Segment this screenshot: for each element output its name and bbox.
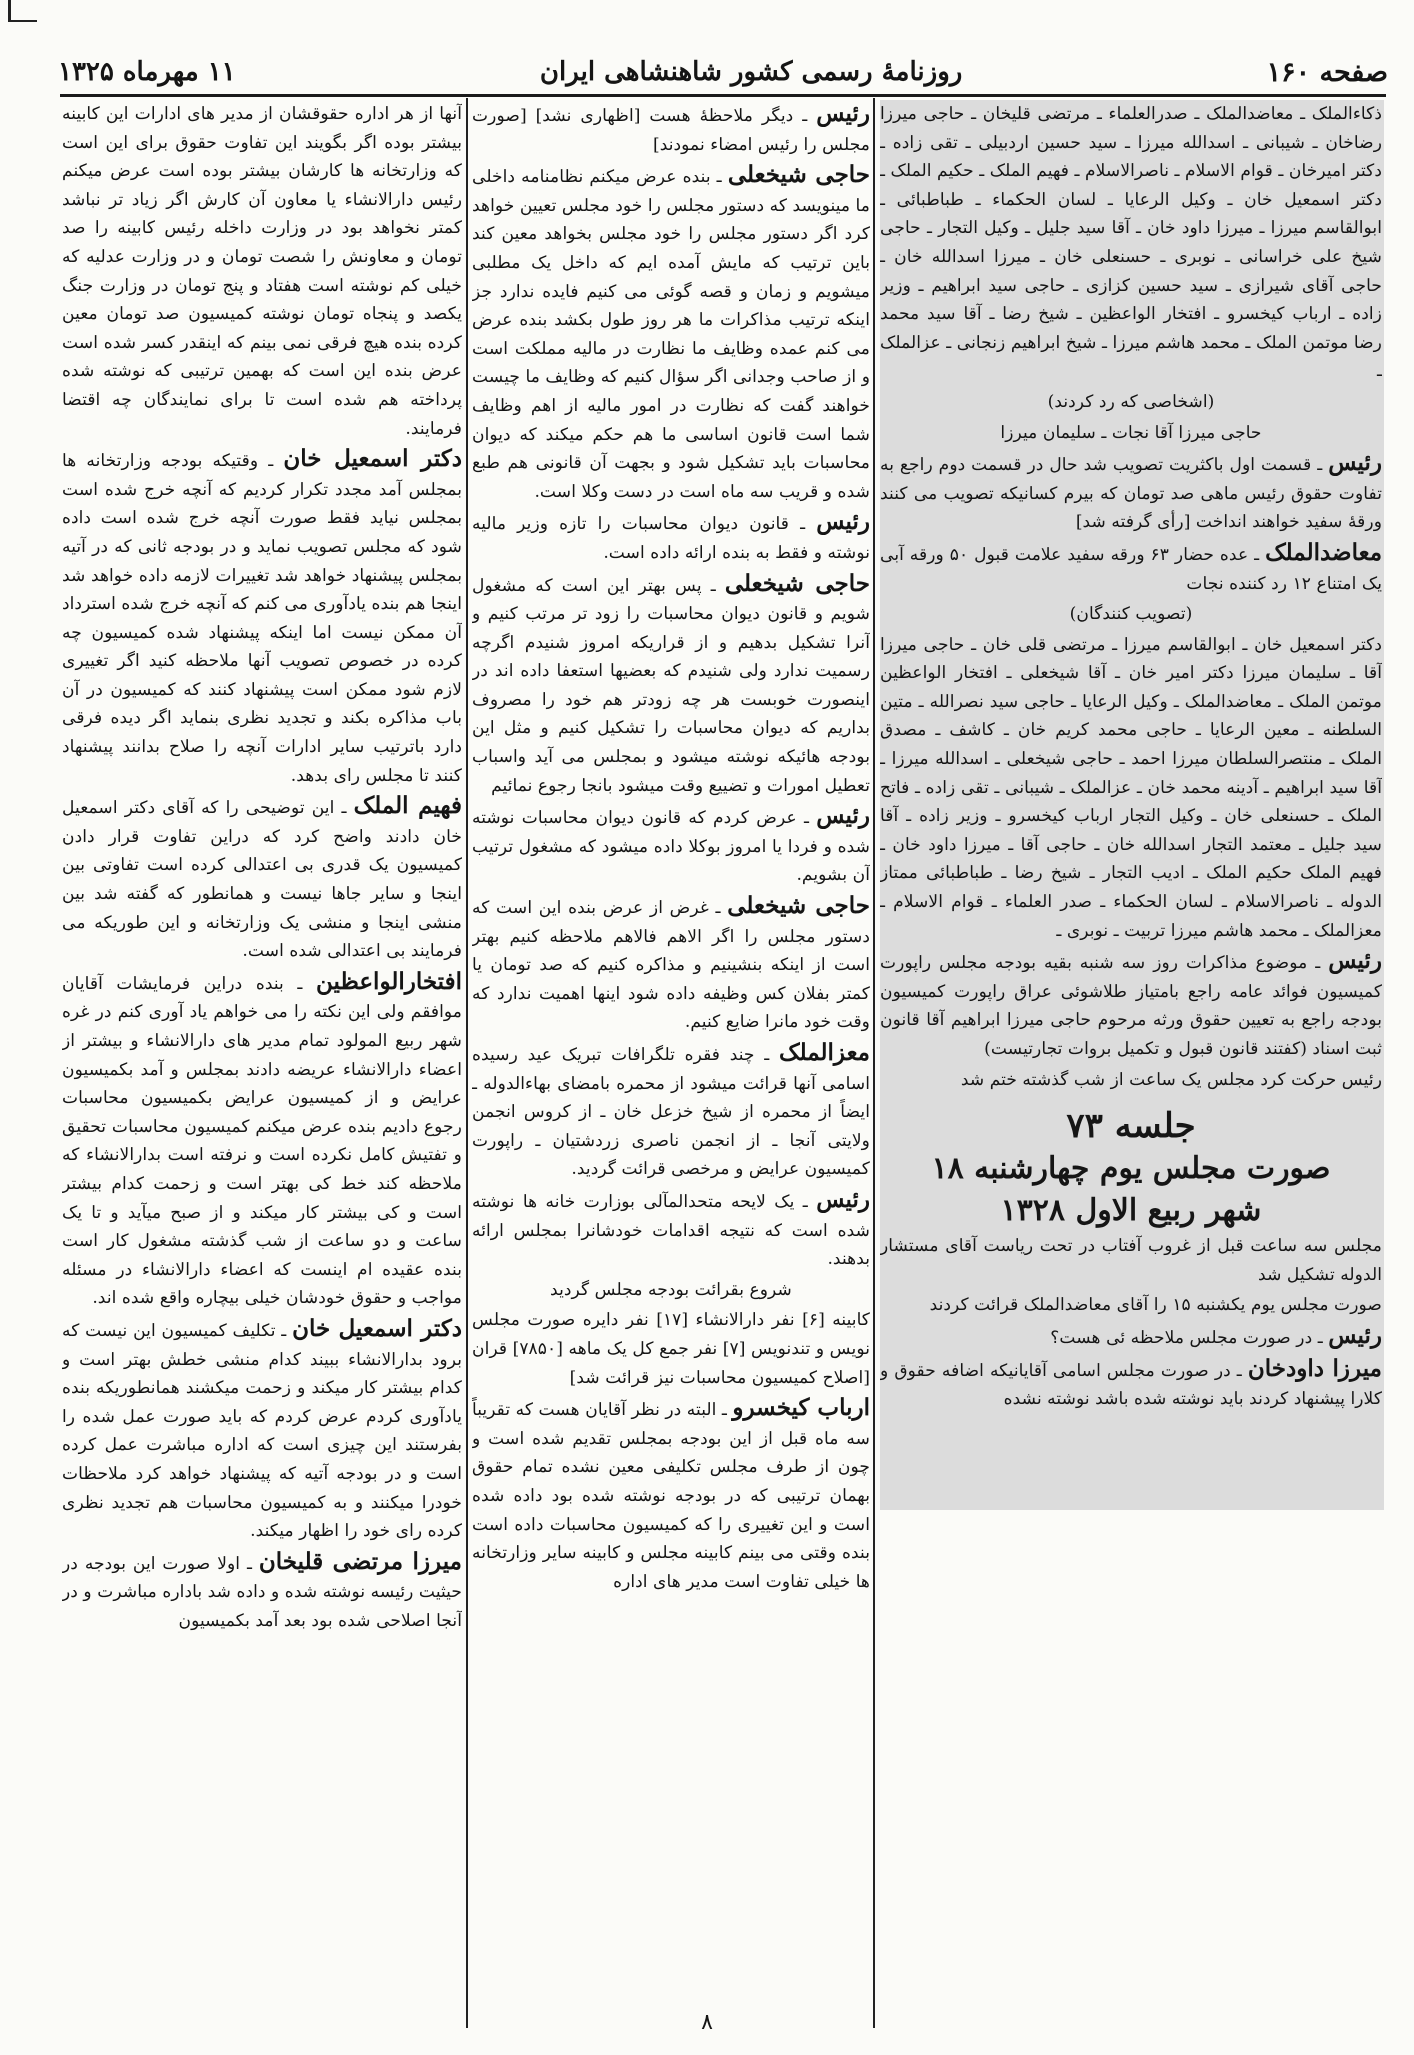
speech-text: ـ پس بهتر این است که مشغول شویم و قانون دیوان محاسبات را زود تر مرتب کنیم و آنرا تشکیل بدهیم و از قراریکه امروز شنیدم اگرچه رسمیت ندارد ولی شنیدم که بعضیها استعفا داده اند در اینصورت خوبست هر چه زودتر هم خود را مصروف بداریم که دیوان محاسبات را تشکیل کنیم و مثل این بودجه هائیکه نوشته میشود و بمجلس می آید واسباب تعطیل امورات و تضییع وقت میشود بانجا رجوع نمائیم bbox=[472, 575, 870, 796]
speaker-name: ارباب کیخسرو bbox=[732, 1394, 870, 1422]
paragraph bbox=[62, 1548, 462, 1636]
speech-text: ـ چند فقره تلگرافات تبریک عید رسیده اسامی آنها قرائت میشود از محمره بامضای بهاءالدوله ـ ایضاً از محمره از شیخ خزعل خان ـ از کروس انجمن ولایتی آنجا ـ از انجمن ناصری زردشتیان ـ راپورت کمیسیون عرایض و مرخصی قرائت گردید. bbox=[472, 1045, 870, 1180]
header-page-number: صفحه ۱۶۰ bbox=[1266, 56, 1388, 88]
paragraph bbox=[62, 445, 462, 790]
speaker-name: رئیس bbox=[816, 100, 870, 127]
speaker-name: میرزا داودخان bbox=[1247, 1354, 1382, 1382]
speaker-name: حاجی شیخعلی bbox=[727, 161, 870, 189]
speaker-name: معاضدالملک bbox=[1265, 538, 1382, 566]
speaker-name: رئیس bbox=[816, 508, 870, 536]
paragraph bbox=[472, 100, 870, 159]
speech-text: ـ موضوع مذاکرات روز سه شنبه بقیه بودجه مجلس راپورت کمیسیون فوائد عامه راجع بامتیاز طلاشوئی عراق راپورت کمیسیون بودجه راجع به تعیین حقوق ورثه مرحوم حاجی میرزا ابراهیم آقا قانون ثبت اسناد (کفتند قانون قبول و تکمیل بروات تجارتیست) bbox=[880, 953, 1382, 1059]
speech-text: ـ قانون دیوان محاسبات را تازه وزیر مالیه نوشته و فقط به بنده ارائه داده است. bbox=[472, 514, 870, 563]
corner-mark bbox=[8, 0, 37, 22]
speech-text: ـ قسمت اول باکثریت تصویب شد حال در قسمت دوم راجع به تفاوت حقوق رئیس ماهی صد تومان که بیرم کسانیکه تصویب می کنند ورقهٔ سفید خواهند انداخت [رأی گرفته شد] bbox=[880, 455, 1382, 533]
speech-text: ـ بنده دراین فرمایشات آقایان موافقم ولی این نکته را می خواهم یاد آوری کنم در غره شهر ربیع المولود تمام مدیر های دارالانشاء و بیشتر از اعضاء دارالانشاء عریضه دادند بمجلس و آمد بکمیسیون عرایض و از کمیسیون عرایض بکمیسیون محاسبات رجوع دادیم بنده عرض میکنم کمیسیون محاسبات تحقیق و تفتیش کامل نکرده است و نرفته است بدارالانشاء که ملاحظه کند خط کی بهتر است و زحمت کدام بیشتر است و کی بیشتر کار میکند و از صبح میآید و تا یک ساعت و دو ساعت از شب گذشته مشغول کار است بنده عقیده ام اینست که اعضاء دارالانشاء در مسئله مواجب و حقوق خودشان خیلی بیچاره واقع شده اند. bbox=[62, 973, 462, 1309]
paragraph bbox=[880, 947, 1382, 1063]
paragraph bbox=[880, 449, 1382, 537]
paragraph bbox=[880, 1355, 1382, 1414]
paragraph bbox=[62, 968, 462, 1313]
approvers-title: (تصویب کنندگان) bbox=[1069, 604, 1193, 625]
paragraph bbox=[472, 1039, 870, 1184]
speaker-name: دکتر اسمعیل خان bbox=[292, 1314, 462, 1342]
header-date: ۱۱ مهرماه ۱۳۲۵ bbox=[58, 57, 236, 87]
column-right bbox=[880, 100, 1382, 2055]
speaker-name: رئیس bbox=[1328, 947, 1382, 975]
speech-text: ـ در صورت مجلس ملاحظه ئی هست؟ bbox=[1050, 1327, 1323, 1348]
speech-text: ـ بنده عرض میکنم نظامنامه داخلی ما مینویسد که دستور مجلس را خود مجلس تعیین خواهد کرد اگر دستور مجلس را خود مجلس بخواهد معین کند باین ترتیب که مایش آمده ایم که داخل یک مطلبی میشویم و زمان و قصه گوئی می کنیم فایده ندارد جز اینکه ترتیب مذاکرات ما هر روز طول بکشد بنده عرض می کنم عمده وظایف ما نظارت در مالیه مملکت است و از صاحب وجدانی اگر سؤال کنیم که وظایف ما چیست خواهند گفت که نظارت در امور مالیه از اهم وظایف شما است قانون اساسی ما هم حکم میکند که دیوان محاسبات باید تشکیل شود و بجهت آن قانونی هم طبع شده و قریب سه ماه است در دست وکلا است. bbox=[472, 167, 870, 502]
paragraph bbox=[880, 539, 1382, 598]
speaker-name: حاجی شیخعلی bbox=[727, 892, 870, 920]
speech-text: ـ عرض کردم که قانون دیوان محاسبات نوشته شده و فردا یا امروز بوکلا داده میشود که مشغول ترتیب آن بشویم. bbox=[472, 808, 870, 886]
page-header bbox=[58, 52, 1388, 92]
paragraph bbox=[62, 792, 462, 966]
column-middle bbox=[472, 100, 870, 2055]
paragraph bbox=[880, 1322, 1382, 1353]
speaker-name: دکتر اسمعیل خان bbox=[283, 445, 462, 473]
closing-text: رئیس حرکت کرد مجلس یک ساعت از شب گذشته ختم شد bbox=[960, 1069, 1382, 1090]
rejecters-title: (اشخاصی که رد کردند) bbox=[1047, 391, 1215, 412]
speech-text: ـ تکلیف کمیسیون این نیست که برود بدارالانشاء ببیند کدام منشی خطش بهتر است و کدام بیشتر کار میکند و زحمت میکشند همانطوریکه بنده یادآوری کردم عرض کردم که باید صورت عمل شده را بفرستند این چیزی است که اداره مباشرت عمل کرده است و در بودجه آتیه که پیشنهاد خواهد کرد ملاحظات خودرا میکنند و به کمیسیون محاسبات هم تجدید نظری کرده رای خود را اظهار میکند. bbox=[62, 1320, 462, 1542]
paragraph bbox=[62, 1315, 462, 1546]
paragraph bbox=[472, 161, 870, 506]
speech-text: ـ در صورت مجلس اسامی آقایانیکه اضافه حقوق و کلارا پیشنهاد کردند باید نوشته شده باشد نوشته نشده bbox=[880, 1360, 1382, 1410]
speech-text: ـ اولا صورت این بودجه در حیثیت رئیسه نوشته شده و داده شد باداره مباشرت و در آنجا اصلاحی شده بود بعد آمد بکمیسیون bbox=[62, 1553, 462, 1631]
column-left bbox=[62, 100, 462, 2055]
speaker-name: فهیم الملک bbox=[353, 792, 462, 820]
paragraph: صورت مجلس یوم یکشنبه ۱۵ را آقای معاضدالملک قرائت کردند bbox=[929, 1295, 1382, 1316]
speech-text: ـ یک لایحه متحدالمآلی بوزارت خانه ها نوشته شده است که نتیجه اقدامات خودشانرا بمجلس ارائه بدهند. bbox=[472, 1191, 870, 1270]
paragraph bbox=[472, 1186, 870, 1274]
paragraph bbox=[472, 1394, 870, 1596]
column-divider-left bbox=[466, 98, 468, 2028]
speech-text: ـ وقتیکه بودجه وزارتخانه ها بمجلس آمد مجدد تکرار کردیم که آنچه خرج شده است بمجلس نیاید فقط صورت آنچه خرج شده است داده شود که مجلس تصویب نماید و در بودجه ثانی که در آتیه بمجلس پیشنهاد خواهد شد تغییرات لازمه داده خواهد شد اینجا هم بنده یادآوری می کنم که آنچه خرج شده استرداد آن ممکن نیست اما اینکه پیشنهاد شده کمیسیون چه کرده در خصوص تصویب آنها ملاحظه کنید اگر تغییری لازم شود ممکن است پیشنهاد کنند که کمیسیون در آن باب مذاکره بکند و تجدید نظری بنماید اگر دیده فرقی دارد باترتیب سایر ادارات آنچه را صلاح بدانند پیشنهاد کنند تا مجلس رای بدهد. bbox=[62, 451, 462, 786]
paragraph: مجلس سه ساعت قبل از غروب آفتاب در تحت ریاست آقای مستشار الدوله تشکیل شد bbox=[880, 1236, 1382, 1285]
speaker-name: رئیس bbox=[816, 802, 870, 830]
footer-page-number: ۸ bbox=[701, 2010, 713, 2035]
voters-list: ذکاءالملک ـ معاضدالملک ـ صدرالعلماء ـ مرتضی قلیخان ـ حاجی میرزا رضاخان ـ شیبانی ـ اسدالله میرزا ـ سید حسین اردبیلی ـ تقی زاده ـ دکتر امیرخان ـ قوام الاسلام ـ ناصرالاسلام ـ فهیم الملک ـ حکیم الملک ـ دکتر اسمعیل خان ـ وکیل الرعایا ـ لسان الحکماء ـ طباطبائی ـ ابوالقاسم میرزا ـ میرزا داود خان ـ آقا سید جلیل ـ وکیل التجار ـ حاجی شیخ علی خراسانی ـ نوبری ـ حسنعلی خان ـ میرزا اسدالله خان ـ حاجی آقای شیرازی ـ سید حسین کزازی ـ حاجی سید ابراهیم ـ وزیر زاده ـ ارباب کیخسرو ـ افتخار الواعظین ـ شیخ رضا ـ آقا سید محمد رضا موتمن الملک ـ محمد هاشم میرزا ـ شیخ ابراهیم زنجانی ـ عزالملک ـ bbox=[880, 104, 1382, 382]
speaker-name: رئیس bbox=[1328, 1321, 1382, 1349]
column-divider-right bbox=[873, 98, 875, 2028]
paragraph bbox=[472, 508, 870, 567]
speech-text: ـ البته در نظر آقایان هست که تقریباً سه ماه قبل از این بودجه بمجلس تقدیم شده است و چون از طرف مجلس تکلیفی معین نشده تمام حقوق بهمان ترتیبی که در بودجه نوشته شده بود داده شده است و این تغییری را که کمیسیون محاسبات داده است بنده وقتی می بینم کابینه مجلس و کابینه سایر وزارتخانه ها خیلی تفاوت است مدیر های اداره bbox=[472, 1400, 870, 1592]
paragraph: آنها از هر اداره حقوقشان از مدیر های ادارات این کابینه بیشتر بوده اگر بگویند این تفاوت حقوق برای این است که وزارتخانه ها کارشان بیشتر بوده است عرض میکنم رئیس دارالانشاء یا معاون آن کارش اگر زیاد تر نباشد کمتر نخواهد بود در وزارت داخله رئیس کابینه را صد تومان و معاونش را شصت تومان و در وزارت عدلیه که خیلی کم نوشته است هفتاد و پنج تومان در وزارت جنگ یکصد و پنجاه تومان نوشته کمیسیون صد تومان معین کرده بنده هیچ فرقی نمی بینم که اینقدر کسر شده است عرض بنده این است که بهمین ترتیبی که نوشته شده پرداخته هم شده است تا برای نمایندگان چه اقتضا فرمایند. bbox=[62, 104, 462, 439]
header-title: روزنامهٔ رسمی کشور شاهنشاهی ایران bbox=[539, 57, 963, 87]
rejecters-list: حاجی میرزا آقا نجات ـ سلیمان میرزا bbox=[1000, 422, 1262, 443]
paragraph bbox=[472, 802, 870, 890]
paragraph bbox=[472, 892, 870, 1037]
speech-text: ـ غرض از عرض بنده این است که دستور مجلس را اگر الاهم فالاهم ملاحظه کنیم بهتر است از اینکه بنشینیم و مذاکره کنیم که صد تومان یا کمتر بفلان کس وظیفه داده شود اینها اهمیت ندارد که وقت خود مانرا ضایع کنیم. bbox=[472, 898, 870, 1033]
speaker-name: میرزا مرتضی قلیخان bbox=[258, 1547, 462, 1575]
speaker-name: رئیس bbox=[816, 1185, 870, 1213]
budget-items: کابینه [۶] نفر دارالانشاء [۱۷] نفر دایره صورت مجلس نویس و تندنویس [۷] نفر جمع کل یک ماهه [۷۸۵۰] قران [اصلاح کمیسیون محاسبات نیز قرائت شد] bbox=[472, 1310, 870, 1388]
approvers-list: دکتر اسمعیل خان ـ ابوالقاسم میرزا ـ مرتضی قلی خان ـ حاجی میرزا آقا ـ سلیمان میرزا دکتر امیر خان ـ آقا شیخعلی ـ افتخار الواعظین موتمن الملک ـ معاضدالملک ـ وکیل الرعایا ـ حاجی سید نصرالله ـ متین السلطنه ـ معین الرعایا ـ حاجی محمد کریم خان ـ کاشف ـ مصدق الملک ـ منتصرالسلطان میرزا احمد ـ حاجی شیخعلی ـ اسدالله میرزا ـ آقا سید ابراهیم ـ آدینه محمد خان ـ عزالملک ـ شیبانی ـ تقی زاده ـ فاتح الملک ـ حسنعلی خان ـ وکیل التجار ارباب کیخسرو ـ وزیر زاده ـ آقا سید جلیل ـ معتمد التجار اسدالله خان ـ حاجی آقا ـ میرزا داود خان ـ فهیم الملک حکیم الملک ـ ادیب التجار ـ شیخ رضا ـ طباطبائی ممتاز الدوله ـ ناصرالاسلام ـ لسان الحکماء ـ صدر العلماء ـ قوام الاسلام ـ معزالملک ـ محمد هاشم میرزا تربیت ـ نوبری ـ bbox=[880, 634, 1382, 941]
speech-text: ـ عده حضار ۶۳ ورقه سفید علامت قبول ۵۰ ورقه آبی یک امتناع ۱۲ رد کننده نجات bbox=[880, 544, 1382, 594]
session-title: صورت مجلس یوم چهارشنبه ۱۸ bbox=[931, 1151, 1331, 1187]
speech-text: ـ دیگر ملاحظهٔ هست [اظهاری نشد] [صورت مجلس را رئیس امضاء نمودند] bbox=[472, 106, 870, 155]
speaker-name: افتخارالواعظین bbox=[316, 967, 462, 995]
header-rule bbox=[60, 94, 1386, 97]
speaker-name: حاجی شیخعلی bbox=[724, 569, 870, 597]
speaker-name: رئیس bbox=[1328, 449, 1382, 477]
session-number: جلسه ۷۳ bbox=[1066, 1106, 1196, 1147]
paragraph bbox=[472, 570, 870, 801]
session-heading bbox=[880, 1104, 1382, 1232]
session-date: شهر ربیع الاول ۱۳۲۸ bbox=[1000, 1193, 1262, 1229]
speech-text: ـ این توضیحی را که آقای دکتر اسمعیل خان دادند واضح کرد که دراین تفاوت قرار دادن کمیسیون یک قدری بی اعتدالی کرده است تفاوتی بین اینجا و سایر جاها نیست و همانطور که گفته شد بین منشی اینجا و منشی یک وزارتخانه و این طوریکه می فرمایند بی اعتدالی شده است. bbox=[62, 798, 462, 962]
budget-reading-note: شروع بقرائت بودجه مجلس گردید bbox=[550, 1279, 792, 1300]
speaker-name: معزالملک bbox=[779, 1039, 870, 1066]
